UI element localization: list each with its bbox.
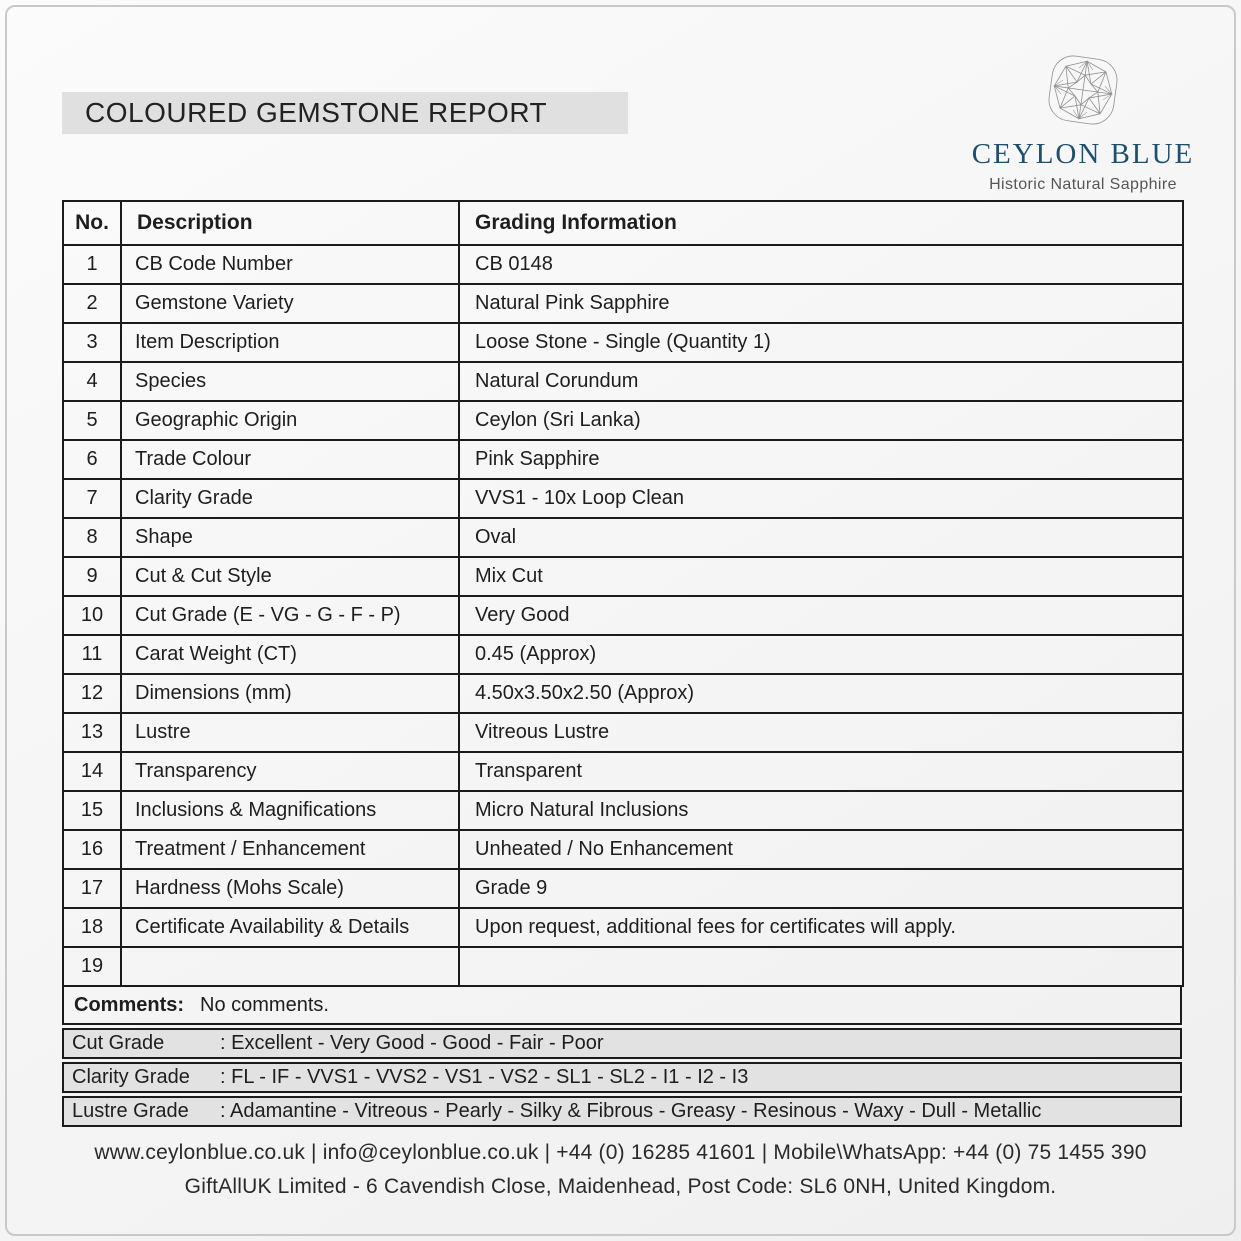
- cell-no: 10: [63, 596, 121, 635]
- table-row: [63, 401, 1183, 440]
- cell-description: Cut Grade (E - VG - G - F - P): [121, 596, 459, 635]
- cell-description: Transparency: [121, 752, 459, 791]
- gemstone-wireframe-icon: [1036, 46, 1130, 134]
- table-row: [63, 635, 1183, 674]
- cell-no: 19: [63, 947, 121, 986]
- cell-description: Treatment / Enhancement: [121, 830, 459, 869]
- table-row: [63, 713, 1183, 752]
- comments-label: Comments:: [74, 993, 185, 1016]
- cell-description: Lustre: [121, 713, 459, 752]
- cell-grading: Unheated / No Enhancement: [459, 830, 1183, 869]
- cell-no: 18: [63, 908, 121, 947]
- cell-grading: Transparent: [459, 752, 1183, 791]
- header-grading: Grading Information: [459, 201, 1183, 245]
- legend-clarity-grade: [62, 1062, 1182, 1093]
- cell-grading: Loose Stone - Single (Quantity 1): [459, 323, 1183, 362]
- cell-grading: VVS1 - 10x Loop Clean: [459, 479, 1183, 518]
- cell-no: 11: [63, 635, 121, 674]
- cell-description: Species: [121, 362, 459, 401]
- legend-value: : FL - IF - VVS1 - VVS2 - VS1 - VS2 - SL1 - SL2 - I1 - I2 - I3: [220, 1066, 749, 1088]
- footer-contact-line: www.ceylonblue.co.uk | info@ceylonblue.co.uk | +44 (0) 16285 41601 | Mobile\WhatsApp: +44 (0) 75 1455 390: [94, 1141, 1147, 1164]
- cell-grading: Pink Sapphire: [459, 440, 1183, 479]
- legend-label: Clarity Grade: [72, 1066, 190, 1088]
- cell-no: 5: [63, 401, 121, 440]
- cell-description: Clarity Grade: [121, 479, 459, 518]
- legend-value: : Excellent - Very Good - Good - Fair - Poor: [220, 1032, 604, 1054]
- cell-description: Geographic Origin: [121, 401, 459, 440]
- table-row: [63, 362, 1183, 401]
- cell-description: Hardness (Mohs Scale): [121, 869, 459, 908]
- comments-value: No comments.: [200, 993, 329, 1016]
- cell-grading: Upon request, additional fees for certificates will apply.: [459, 908, 1183, 947]
- cell-grading: Very Good: [459, 596, 1183, 635]
- header-description: Description: [121, 201, 459, 245]
- legend-value: : Adamantine - Vitreous - Pearly - Silky & Fibrous - Greasy - Resinous - Waxy - Dull - Metallic: [220, 1100, 1042, 1122]
- brand-tagline: Historic Natural Sapphire: [989, 176, 1177, 193]
- cell-grading: CB 0148: [459, 245, 1183, 284]
- cell-description: Dimensions (mm): [121, 674, 459, 713]
- table-row: [63, 908, 1183, 947]
- cell-grading: Natural Corundum: [459, 362, 1183, 401]
- legend-cut-grade: [62, 1028, 1182, 1059]
- cell-grading: Vitreous Lustre: [459, 713, 1183, 752]
- cell-no: 8: [63, 518, 121, 557]
- legend-lustre-grade: [62, 1096, 1182, 1127]
- cell-no: 3: [63, 323, 121, 362]
- cell-description: Inclusions & Magnifications: [121, 791, 459, 830]
- cell-grading: 0.45 (Approx): [459, 635, 1183, 674]
- table-row: [63, 245, 1183, 284]
- table-row: [63, 557, 1183, 596]
- table-row: [63, 596, 1183, 635]
- cell-no: 6: [63, 440, 121, 479]
- cell-description: Carat Weight (CT): [121, 635, 459, 674]
- table-row: [63, 323, 1183, 362]
- brand-logo: [958, 46, 1208, 194]
- cell-description: Cut & Cut Style: [121, 557, 459, 596]
- cell-description: CB Code Number: [121, 245, 459, 284]
- cell-grading: Micro Natural Inclusions: [459, 791, 1183, 830]
- cell-description: Gemstone Variety: [121, 284, 459, 323]
- table-header: [63, 201, 1183, 245]
- cell-no: 12: [63, 674, 121, 713]
- footer: [0, 1136, 1241, 1204]
- table-row: [63, 869, 1183, 908]
- cell-description: Shape: [121, 518, 459, 557]
- cell-no: 7: [63, 479, 121, 518]
- legend-label: Lustre Grade: [72, 1100, 189, 1122]
- cell-grading: Mix Cut: [459, 557, 1183, 596]
- table-row: [63, 518, 1183, 557]
- report-content: [62, 200, 1182, 1127]
- table-row: [63, 752, 1183, 791]
- cell-description: Item Description: [121, 323, 459, 362]
- table-row: [63, 284, 1183, 323]
- table-row: [63, 479, 1183, 518]
- table-row: [63, 830, 1183, 869]
- cell-grading: Natural Pink Sapphire: [459, 284, 1183, 323]
- report-table-body: [63, 245, 1183, 986]
- cell-no: 16: [63, 830, 121, 869]
- table-row: [63, 947, 1183, 986]
- cell-no: 4: [63, 362, 121, 401]
- cell-no: 1: [63, 245, 121, 284]
- cell-description: [121, 947, 459, 986]
- table-row: [63, 674, 1183, 713]
- header-no: No.: [63, 201, 121, 245]
- footer-address-line: GiftAllUK Limited - 6 Cavendish Close, Maidenhead, Post Code: SL6 0NH, United Kingdom.: [184, 1175, 1057, 1198]
- cell-grading: Ceylon (Sri Lanka): [459, 401, 1183, 440]
- comments-row: [62, 985, 1182, 1025]
- cell-no: 13: [63, 713, 121, 752]
- table-row: [63, 791, 1183, 830]
- title-band: [62, 92, 628, 134]
- table-row: [63, 440, 1183, 479]
- cell-grading: 4.50x3.50x2.50 (Approx): [459, 674, 1183, 713]
- cell-no: 15: [63, 791, 121, 830]
- legend-label: Cut Grade: [72, 1032, 165, 1054]
- cell-grading: Grade 9: [459, 869, 1183, 908]
- cell-no: 2: [63, 284, 121, 323]
- cell-grading: Oval: [459, 518, 1183, 557]
- cell-grading: [459, 947, 1183, 986]
- page-title: COLOURED GEMSTONE REPORT: [85, 97, 548, 128]
- cell-description: Trade Colour: [121, 440, 459, 479]
- cell-no: 14: [63, 752, 121, 791]
- grading-table: [62, 200, 1184, 987]
- cell-no: 17: [63, 869, 121, 908]
- brand-name: CEYLON BLUE: [971, 138, 1195, 170]
- cell-no: 9: [63, 557, 121, 596]
- cell-description: Certificate Availability & Details: [121, 908, 459, 947]
